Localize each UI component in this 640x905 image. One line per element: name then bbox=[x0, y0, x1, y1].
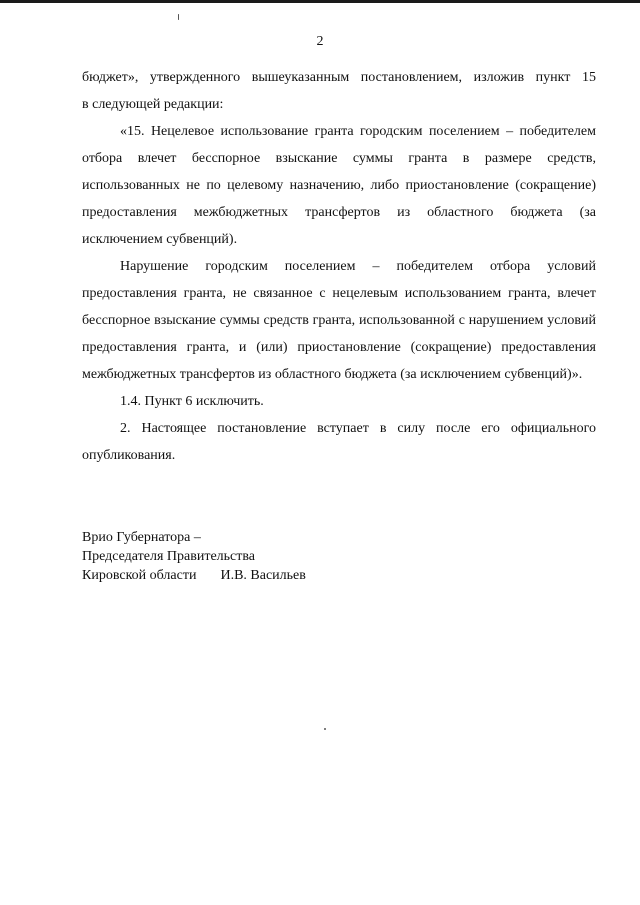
signature-title-line2: Председателя Правительства bbox=[82, 549, 256, 564]
paragraph-violation: Нарушение городским поселением – победителем отбора условий предоставления гранта, не связанное с нецелевым использованием гранта, влечет бесспорное взыскание суммы средств гранта, использованной с нарушением условий предоставления гранта, и (или) приостановление (сокращение) предоставления межбюджетных трансфертов из областного бюджета (за исключением субвенций)». bbox=[82, 259, 596, 382]
paragraph-continuation-end: в следующей редакции: bbox=[82, 97, 224, 112]
paragraph-effective-date: 2. Настоящее постановление вступает в силу после его официального опубликования. bbox=[82, 421, 596, 463]
signature-title-line1: Врио Губернатора – bbox=[82, 530, 201, 545]
paragraph-item-1-4: 1.4. Пункт 6 исключить. bbox=[120, 394, 264, 409]
signature-organization: Кировской области bbox=[82, 568, 197, 583]
signature-title-line3 bbox=[82, 566, 306, 585]
paragraph-continuation-line: бюджет», утвержденного вышеуказанным постановлением, изложив пункт 15 bbox=[82, 70, 596, 85]
page-number: 2 bbox=[316, 34, 324, 49]
top-border-line bbox=[0, 0, 640, 3]
paragraph-item-15: «15. Нецелевое использование гранта городским поселением – победителем отбора влечет бесспорное взыскание суммы гранта в размере средств, использованных не по целевому назначению, либо приостановление (сокращение) предоставления межбюджетных трансфертов из областного бюджета (за исключением субвенций). bbox=[82, 124, 596, 247]
scan-speck bbox=[178, 14, 179, 20]
signatory-name: И.В. Васильев bbox=[220, 568, 306, 583]
document-body bbox=[82, 64, 596, 469]
signature-block bbox=[82, 528, 306, 585]
scan-speck bbox=[324, 728, 326, 730]
